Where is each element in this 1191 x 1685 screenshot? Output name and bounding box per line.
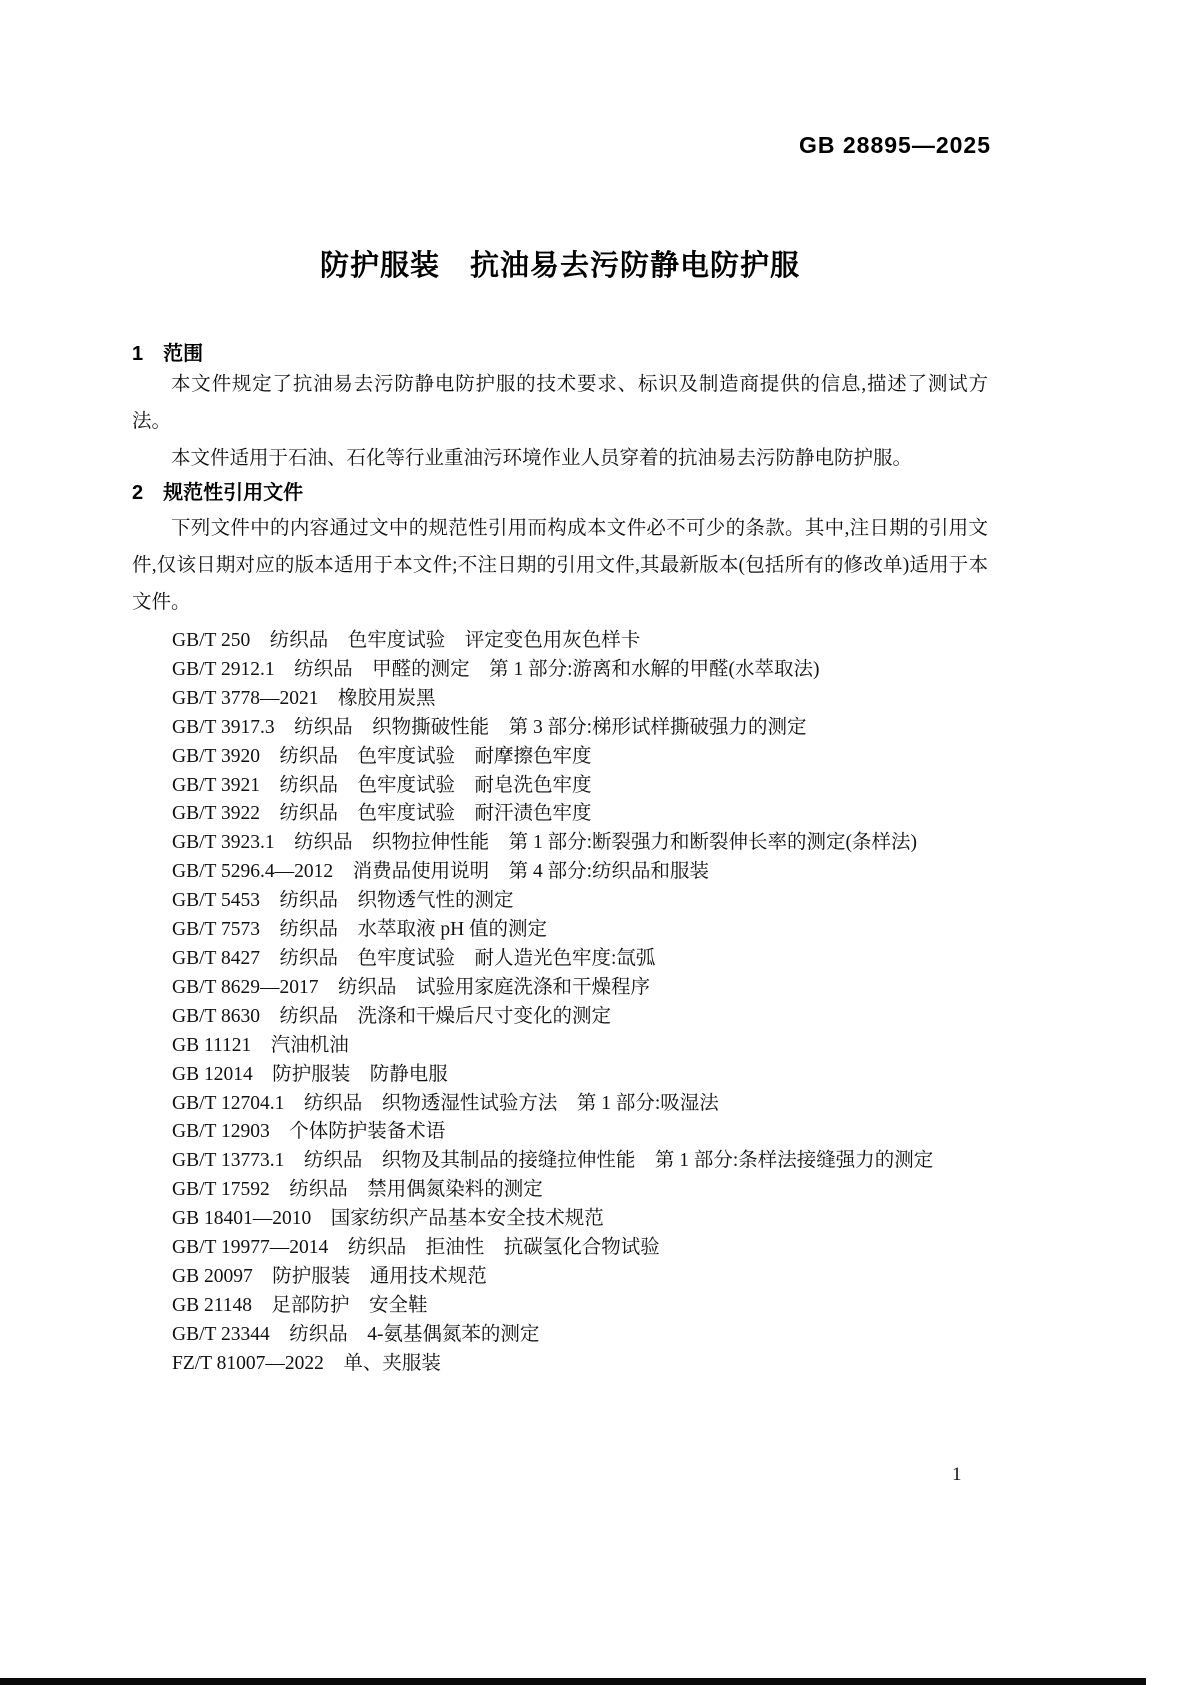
- reference-item: GB/T 3920 纺织品 色牢度试验 耐摩擦色牢度: [172, 745, 592, 767]
- reference-item: GB 20097 防护服装 通用技术规范: [172, 1265, 487, 1287]
- reference-item: GB 21148 足部防护 安全鞋: [172, 1294, 428, 1316]
- section-1-body: [132, 366, 988, 477]
- reference-item: GB 11121 汽油机油: [172, 1034, 349, 1056]
- reference-item: GB 12014 防护服装 防静电服: [172, 1063, 448, 1085]
- document-title: 防护服装 抗油易去污防静电防护服: [319, 250, 800, 283]
- reference-item: FZ/T 81007—2022 单、夹服装: [172, 1352, 441, 1374]
- reference-item: GB 18401—2010 国家纺织产品基本安全技术规范: [172, 1208, 604, 1230]
- reference-item: GB/T 12704.1 纺织品 织物透湿性试验方法 第 1 部分:吸湿法: [172, 1092, 719, 1114]
- reference-item: GB/T 12903 个体防护装备术语: [172, 1121, 446, 1143]
- reference-item: GB/T 13773.1 纺织品 织物及其制品的接缝拉伸性能 第 1 部分:条样法接缝强力的测定: [172, 1150, 934, 1172]
- standard-number: GB 28895—2025: [798, 132, 991, 158]
- reference-item: GB/T 5296.4—2012 消费品使用说明 第 4 部分:纺织品和服装: [172, 861, 709, 883]
- section-2-heading: 2 规范性引用文件: [132, 481, 304, 504]
- references-list: [172, 627, 992, 1379]
- reference-item: GB/T 8629—2017 纺织品 试验用家庭洗涤和干燥程序: [172, 976, 650, 998]
- section-2-intro: [132, 510, 988, 621]
- reference-item: GB/T 2912.1 纺织品 甲醛的测定 第 1 部分:游离和水解的甲醛(水萃取法): [172, 658, 820, 680]
- reference-item: GB/T 3921 纺织品 色牢度试验 耐皂洗色牢度: [172, 774, 592, 796]
- reference-item: GB/T 19977—2014 纺织品 拒油性 抗碳氢化合物试验: [172, 1237, 660, 1259]
- reference-item: GB/T 5453 纺织品 织物透气性的测定: [172, 890, 514, 912]
- section-1-heading: 1 范围: [132, 342, 204, 365]
- reference-item: GB/T 8427 纺织品 色牢度试验 耐人造光色牢度:氙弧: [172, 947, 656, 969]
- reference-item: GB/T 3922 纺织品 色牢度试验 耐汗渍色牢度: [172, 803, 592, 825]
- reference-item: GB/T 7573 纺织品 水萃取液 pH 值的测定: [172, 919, 548, 941]
- reference-item: GB/T 3923.1 纺织品 织物拉伸性能 第 1 部分:断裂强力和断裂伸长率的测定(条样法): [172, 832, 917, 854]
- section-1-paragraph: 本文件适用于石油、石化等行业重油污环境作业人员穿着的抗油易去污防静电防护服。: [171, 448, 913, 469]
- reference-item: GB/T 17592 纺织品 禁用偶氮染料的测定: [172, 1179, 543, 1201]
- scan-edge-artifact: [0, 1678, 1146, 1685]
- reference-item: GB/T 250 纺织品 色牢度试验 评定变色用灰色样卡: [172, 630, 641, 651]
- page-number: 1: [952, 1464, 962, 1485]
- reference-item: GB/T 8630 纺织品 洗涤和干燥后尺寸变化的测定: [172, 1005, 611, 1027]
- section-2-intro-paragraph: 下列文件中的内容通过文中的规范性引用而构成本文件必不可少的条款。其中,注日期的引用文件,仅该日期对应的版本适用于本文件;不注日期的引用文件,其最新版本(包括所有的修改单)适用于本文件。: [132, 518, 988, 613]
- reference-item: GB/T 3778—2021 橡胶用炭黑: [172, 687, 436, 709]
- section-1-paragraph: 本文件规定了抗油易去污防静电防护服的技术要求、标识及制造商提供的信息,描述了测试方法。: [132, 374, 988, 432]
- reference-item: GB/T 3917.3 纺织品 织物撕破性能 第 3 部分:梯形试样撕破强力的测定: [172, 716, 807, 738]
- reference-item: GB/T 23344 纺织品 4-氨基偶氮苯的测定: [172, 1323, 540, 1345]
